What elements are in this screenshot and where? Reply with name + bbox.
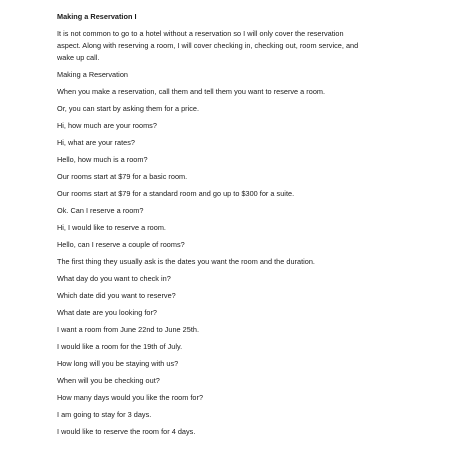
intro-line-3: wake up call. xyxy=(57,53,100,62)
paragraph: What date are you looking for? xyxy=(57,308,157,317)
section-heading: Making a Reservation xyxy=(57,70,128,79)
paragraph: I want a room from June 22nd to June 25th. xyxy=(57,325,199,334)
paragraph: The first thing they usually ask is the dates you want the room and the duration. xyxy=(57,257,315,266)
paragraph: Hi, how much are your rooms? xyxy=(57,121,157,130)
paragraph: Hi, I would like to reserve a room. xyxy=(57,223,166,232)
paragraph: How long will you be staying with us? xyxy=(57,359,179,368)
intro-line-1: It is not common to go to a hotel without a reservation so I will only cover the reservation xyxy=(57,29,344,38)
paragraph: When will you be checking out? xyxy=(57,376,160,385)
paragraph: Or, you can start by asking them for a price. xyxy=(57,104,200,113)
paragraph: Hi, what are your rates? xyxy=(57,138,135,147)
paragraph: Our rooms start at $79 for a basic room. xyxy=(57,172,188,181)
paragraph: What day do you want to check in? xyxy=(57,274,171,283)
paragraph: Ok. Can I reserve a room? xyxy=(57,206,144,215)
paragraph: How many days would you like the room for? xyxy=(57,393,204,402)
document-title: Making a Reservation I xyxy=(57,12,137,21)
paragraph: Hello, how much is a room? xyxy=(57,155,148,164)
intro-line-2: aspect. Along with reserving a room, I will cover checking in, checking out, room service, and xyxy=(57,41,359,50)
paragraph: I would like a room for the 19th of July. xyxy=(57,342,183,351)
paragraph: Hello, can I reserve a couple of rooms? xyxy=(57,240,185,249)
paragraph: Our rooms start at $79 for a standard room and go up to $300 for a suite. xyxy=(57,189,295,198)
paragraph: I would like to reserve the room for 4 days. xyxy=(57,427,196,436)
paragraph: When you make a reservation, call them and tell them you want to reserve a room. xyxy=(57,87,326,96)
paragraph: I am going to stay for 3 days. xyxy=(57,410,152,419)
paragraph: Which date did you want to reserve? xyxy=(57,291,176,300)
